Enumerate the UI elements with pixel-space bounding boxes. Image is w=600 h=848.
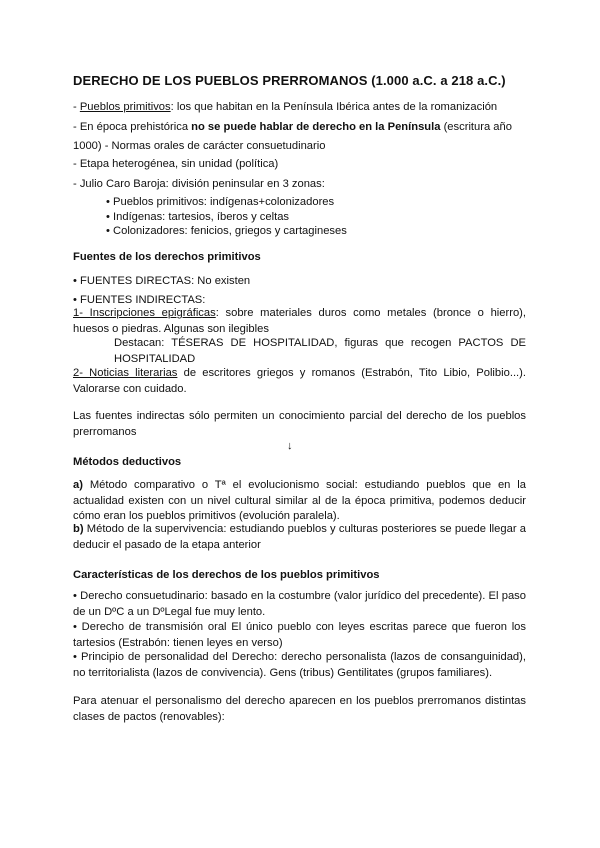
zone-item: • Colonizadores: fenicios, griegos y cartagineses xyxy=(106,225,347,237)
metodo-b-paragraph: b) Método de la supervivencia: estudiando pueblos y culturas posteriores se puede llegar a deducir el pasado de la etapa anterior xyxy=(73,523,526,551)
intro-line-5: - Julio Caro Baroja: división peninsular en 3 zonas: xyxy=(73,178,325,190)
parcial-paragraph: Las fuentes indirectas sólo permiten un conocimiento parcial del derecho de los pueblos prerromanos xyxy=(73,410,526,438)
section-heading-metodos: Métodos deductivos xyxy=(73,456,182,468)
fuentes-indirectas: • FUENTES INDIRECTAS: xyxy=(73,294,206,306)
caracteristica-item: • Derecho de transmisión oral El único pueblo con leyes escritas parece que fueron los tartesios (Estrabón: tienen leyes en verso) xyxy=(73,621,526,649)
intro-line-4: - Etapa heterogénea, sin unidad (política) xyxy=(73,158,279,170)
section-heading-caracteristicas: Características de los derechos de los pueblos primitivos xyxy=(73,569,380,581)
section-heading-fuentes: Fuentes de los derechos primitivos xyxy=(73,251,261,263)
intro-line-1: - Pueblos primitivos: los que habitan en la Península Ibérica antes de la romanización xyxy=(73,101,498,113)
zone-item: • Indígenas: tartesios, íberos y celtas xyxy=(106,211,290,223)
caracteristica-item: • Principio de personalidad del Derecho: derecho personalista (lazos de consanguinidad), no territorialista (lazos de convivencia). Gens (tribus) Gentilitates (grupos familiares). xyxy=(73,651,526,679)
intro-line-3: 1000) - Normas orales de carácter consuetudinario xyxy=(73,140,326,152)
fuentes-directas: • FUENTES DIRECTAS: No existen xyxy=(73,275,251,287)
intro-line-2: - En época prehistórica no se puede hablar de derecho en la Península (escritura año xyxy=(73,121,512,133)
caracteristica-item: • Derecho consuetudinario: basado en la costumbre (valor jurídico del precedente). El paso de un DºC a un DºLegal fue muy lento. xyxy=(73,590,526,618)
noticias-paragraph: 2- Noticias literarias de escritores griegos y romanos (Estrabón, Tito Libio, Polibio...). Valorarse con cuidado. xyxy=(73,367,527,395)
final-paragraph: Para atenuar el personalismo del derecho aparecen en los pueblos prerromanos distintas clases de pactos (renovables): xyxy=(73,695,526,723)
destacan-paragraph: Destacan: TÉSERAS DE HOSPITALIDAD, figuras que recogen PACTOS DE HOSPITALIDAD xyxy=(114,337,526,365)
down-arrow-icon: ↓ xyxy=(287,440,293,452)
zone-item: • Pueblos primitivos: indígenas+colonizadores xyxy=(106,196,335,208)
metodo-a-paragraph: a) Método comparativo o Tª el evolucionismo social: estudiando pueblos que en la actualidad existen con un nivel cultural similar al de la época primitiva, podemos deducir cómo eran los pueblos primitivos (evolución paralela). xyxy=(73,479,526,522)
inscripciones-paragraph: 1- Inscripciones epigráficas: sobre materiales duros como metales (bronce o hierro), huesos o piedras. Algunas son ilegibles xyxy=(73,307,527,335)
page-title: DERECHO DE LOS PUEBLOS PRERROMANOS (1.000 a.C. a 218 a.C.) xyxy=(73,73,506,88)
